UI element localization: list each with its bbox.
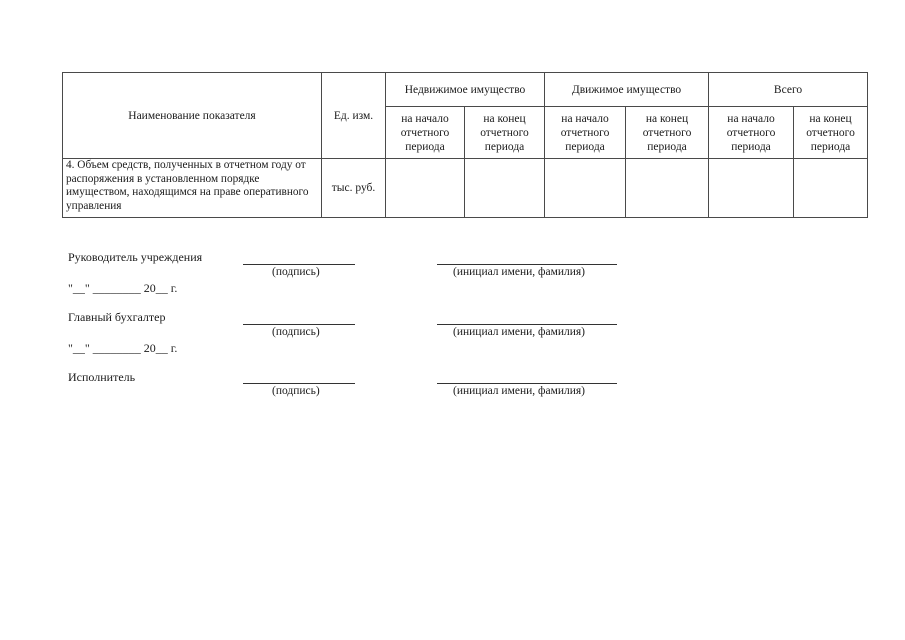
head-name-caption: (инициал имени, фамилия)	[453, 266, 586, 278]
row-indicator-name: 4. Объем средств, полученных в отчетном году от распоряжения в установленном порядке имуществом, находящимся на праве оперативного управления	[63, 159, 322, 218]
header-unit: Ед. изм.	[322, 73, 386, 159]
accountant-name-line	[437, 324, 617, 325]
header-sub-start: на начало отчетного периода	[545, 107, 626, 159]
head-signature-line	[243, 264, 355, 265]
head-name-line	[437, 264, 617, 265]
header-group-total: Всего	[709, 73, 868, 107]
value-cell	[545, 159, 626, 218]
header-sub-end: на конец отчетного периода	[626, 107, 709, 159]
value-cell	[626, 159, 709, 218]
head-date: "__" ________ 20__ г.	[68, 281, 178, 295]
executor-name-line	[437, 383, 617, 384]
value-cell	[709, 159, 794, 218]
value-cell	[794, 159, 868, 218]
value-cell	[386, 159, 465, 218]
table-row	[63, 159, 868, 218]
accountant-name-caption: (инициал имени, фамилия)	[453, 326, 586, 338]
executor-signature-caption: (подпись)	[272, 385, 320, 397]
accountant-label: Главный бухгалтер	[68, 310, 166, 324]
row-unit: тыс. руб.	[322, 159, 386, 218]
accountant-signature-caption: (подпись)	[272, 326, 320, 338]
header-indicator: Наименование показателя	[63, 73, 322, 159]
executor-label: Исполнитель	[68, 370, 136, 384]
value-cell	[465, 159, 545, 218]
head-label: Руководитель учреждения	[68, 250, 203, 264]
header-sub-start: на начало отчетного периода	[386, 107, 465, 159]
header-sub-start: на начало отчетного периода	[709, 107, 794, 159]
accountant-date: "__" ________ 20__ г.	[68, 341, 178, 355]
executor-signature-line	[243, 383, 355, 384]
header-sub-end: на конец отчетного периода	[465, 107, 545, 159]
header-group-movable: Движимое имущество	[545, 73, 709, 107]
report-table	[62, 72, 868, 218]
header-sub-end: на конец отчетного периода	[794, 107, 868, 159]
executor-name-caption: (инициал имени, фамилия)	[453, 385, 586, 397]
header-group-real-estate: Недвижимое имущество	[386, 73, 545, 107]
head-signature-caption: (подпись)	[272, 266, 320, 278]
accountant-signature-line	[243, 324, 355, 325]
